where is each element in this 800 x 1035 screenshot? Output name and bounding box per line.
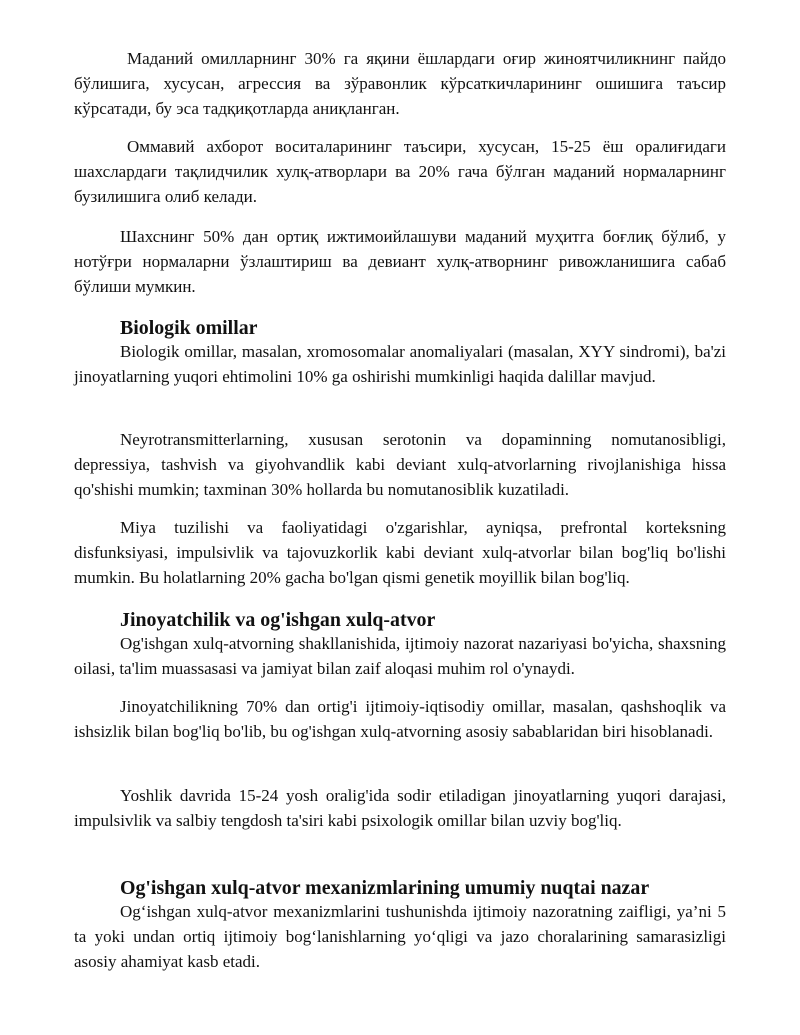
paragraph-socialization: Шахснинг 50% дан ортиқ ижтимоийлашуви маданий муҳитга боғлиқ бўлиб, у нотўғри нормаларни ўзлаштириш ва девиант хулқ-атворнинг ривожланишига сабаб бўлиши мумкин. xyxy=(74,227,726,296)
paragraph-mechanisms: Og‘ishgan xulq-atvor mexanizmlarini tushunishda ijtimoiy nazoratning zaifligi, ya’ni 5 ta yoki undan ortiq ijtimoiy bog‘lanishlarning yo‘qligi va jazo choralarining samarasizligi asosiy ahamiyat kasb etadi. xyxy=(74,902,726,971)
paragraph-neurotransmitters: Neyrotransmitterlarning, xususan serotonin va dopaminning nomutanosibligi, depressiya, tashvish va giyohvandlik kabi deviant xulq-atvorlarning rivojlanishiga hissa qo'shishi mumkin; taxminan 30% hollarda bu nomutanosiblik kuzatiladi. xyxy=(74,430,726,499)
heading-biological-factors: Biologik omillar xyxy=(120,317,258,339)
heading-crime-deviant-behavior: Jinoyatchilik va og'ishgan xulq-atvor xyxy=(120,609,436,631)
paragraph-socioeconomic: Jinoyatchilikning 70% dan ortig'i ijtimoiy-iqtisodiy omillar, masalan, qashshoqlik va ishsizlik bilan bog'liq bo'lib, bu og'ishgan xulq-atvorning asosiy sabablaridan biri hisoblanadi. xyxy=(74,697,726,741)
paragraph-brain-structure: Miya tuzilishi va faoliyatidagi o'zgarishlar, ayniqsa, prefrontal korteksning disfunksiyasi, impulsivlik va tajovuzkorlik kabi deviant xulq-atvorlar bilan bog'liq bo'lishi mumkin. Bu holatlarning 20% gacha bo'lgan qismi genetik moyillik bilan bog'liq. xyxy=(74,518,726,587)
paragraph-chromosome-anomalies: Biologik omillar, masalan, xromosomalar anomaliyalari (masalan, XYY sindromi), ba'zi jinoyatlarning yuqori ehtimolini 10% ga oshirishi mumkinligi haqida dalillar mavjud. xyxy=(74,342,726,386)
heading-mechanisms-overview: Og'ishgan xulq-atvor mexanizmlarining umumiy nuqtai nazar xyxy=(120,877,650,899)
paragraph-youth-crime: Yoshlik davrida 15-24 yosh oralig'ida sodir etiladigan jinoyatlarning yuqori darajasi, impulsivlik va salbiy tengdosh ta'siri kabi psixologik omillar bilan uzviy bog'liq. xyxy=(74,786,726,830)
paragraph-social-control: Og'ishgan xulq-atvorning shakllanishida, ijtimoiy nazorat nazariyasi bo'yicha, shaxsning oilasi, ta'lim muassasasi va jamiyat bilan zaif aloqasi muhim rol o'ynaydi. xyxy=(74,634,726,678)
paragraph-cultural-factors: Маданий омилларнинг 30% га яқини ёшлардаги оғир жиноятчиликнинг пайдо бўлишига, хусусан, агрессия ва зўравонлик кўрсаткичларининг ошишига таъсир кўрсатади, бу эса тадқиқотларда аниқланган. xyxy=(74,49,726,118)
paragraph-mass-media: Оммавий ахборот воситаларининг таъсири, хусусан, 15-25 ёш оралиғидаги шахслардаги тақлидчилик хулқ-атворлари ва 20% гача бўлган маданий нормаларнинг бузилишига олиб келади. xyxy=(74,137,726,206)
